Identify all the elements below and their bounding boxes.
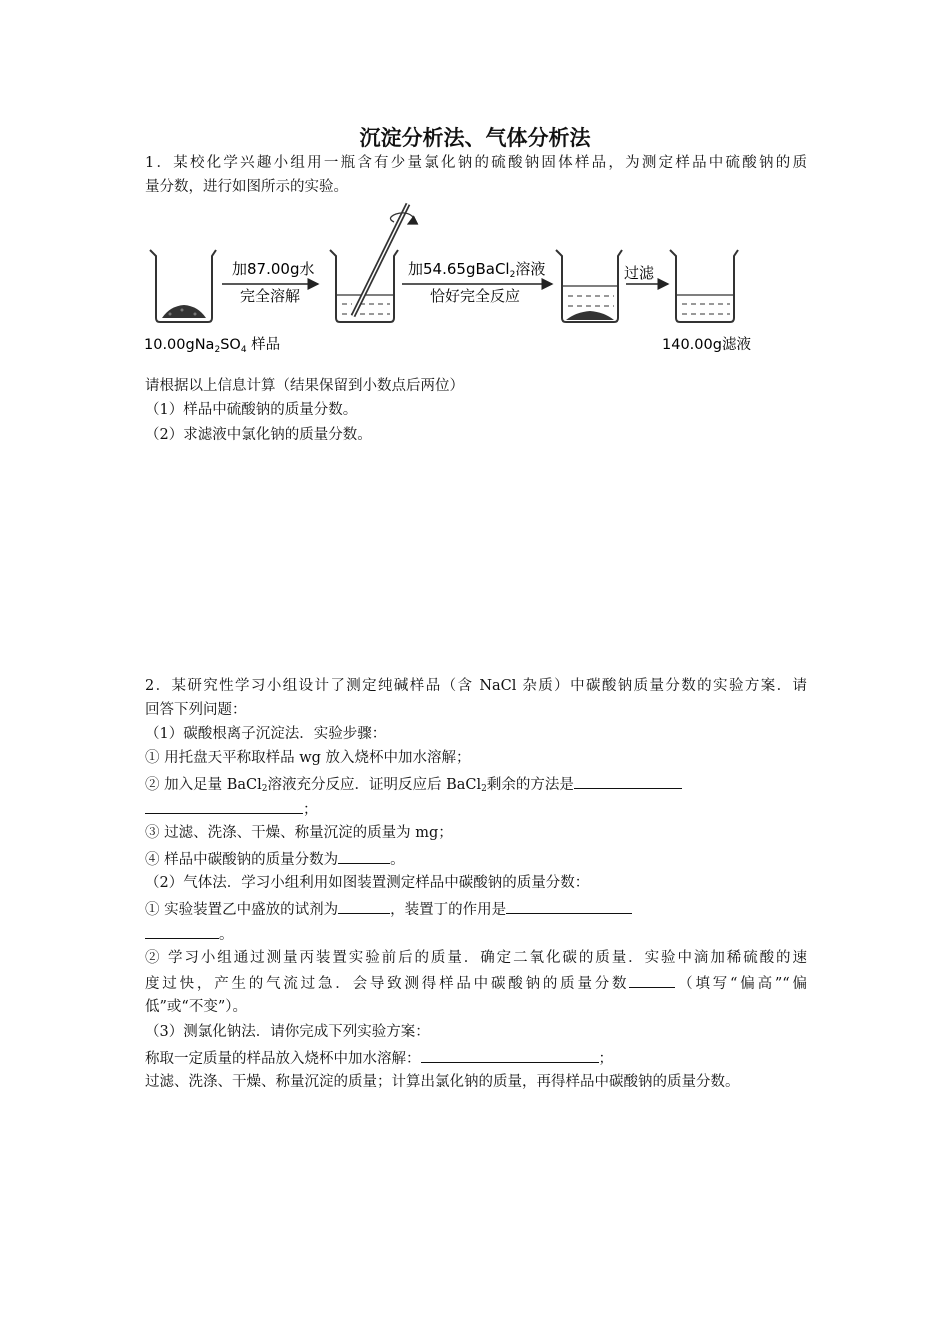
experiment-diagram — [140, 198, 760, 358]
beaker-2 — [330, 250, 398, 322]
step1-bottom-label: 完全溶解 — [240, 287, 301, 305]
q2-part2-heading: （2）气体法．学习小组利用如图装置测定样品中碳酸钠的质量分数： — [145, 875, 590, 891]
step2-top-label: 加54.65gBaCl$_2$溶液 — [408, 260, 546, 280]
answer-blank-2[interactable] — [338, 848, 390, 864]
answer-blank-1-cont[interactable] — [145, 798, 303, 814]
step1-top-label: 加87.00g水 — [232, 260, 315, 278]
step3-label: 过滤 — [624, 264, 655, 282]
filtrate-caption: 140.00g滤液 — [662, 337, 751, 353]
q1-prompt: 请根据以上信息计算（结果保留到小数点后两位） — [145, 378, 464, 394]
q1-stem-line2: 量分数，进行如图所示的实验。 — [145, 179, 348, 195]
answer-blank-3[interactable] — [338, 898, 390, 914]
stirring-rod-icon — [353, 204, 413, 316]
q2-part3-heading: （3）测氯化钠法．请你完成下列实验方案： — [145, 1024, 430, 1040]
step2-bottom-label: 恰好完全反应 — [430, 287, 521, 305]
q2-part3-last: 过滤、洗涤、干燥、称量沉淀的质量；计算出氯化钠的质量，再得样品中碳酸钠的质量分数。 — [145, 1074, 740, 1090]
q2-part1-step3: ③ 过滤、洗涤、干燥、称量沉淀的质量为 mg； — [145, 825, 453, 841]
q2-part1-step2-cont: ； — [145, 798, 318, 820]
q2-part1-step4: ④ 样品中碳酸钠的质量分数为 。 — [145, 848, 405, 870]
q2-part1-step1: ① 用托盘天平称取样品 wg 放入烧杯中加水溶解； — [145, 750, 471, 766]
q2-part2-step1: ① 实验装置乙中盛放的试剂为 ，装置丁的作用是 — [145, 898, 632, 920]
answer-blank-1[interactable] — [574, 773, 682, 789]
q2-stem-line1: 2．某研究性学习小组设计了测定纯碱样品（含 NaCl 杂质）中碳酸钠质量分数的实验方案．请 — [145, 678, 807, 694]
beaker-4 — [670, 250, 738, 322]
q2-part2-step2-line3: 低”或“不变”）。 — [145, 999, 247, 1015]
answer-blank-6[interactable] — [421, 1047, 599, 1063]
q2-part2-step1-cont: 。 — [145, 923, 234, 945]
q2-part1-step2: ② 加入足量 BaCl$_2$溶液充分反应．证明反应后 BaCl$_2$剩余的方法是 — [145, 773, 682, 795]
q1-sub1: （1）样品中硫酸钠的质量分数。 — [145, 402, 358, 418]
beaker-3 — [556, 250, 622, 322]
answer-blank-4-cont[interactable] — [145, 923, 219, 939]
q1-sub2: （2）求滤液中氯化钠的质量分数。 — [145, 427, 372, 443]
beaker-1 — [150, 250, 216, 322]
answer-blank-5[interactable] — [629, 972, 675, 988]
answer-blank-4[interactable] — [506, 898, 632, 914]
q2-stem-line2: 回答下列问题： — [145, 702, 247, 718]
q2-part2-step2-line2: 度过快，产生的气流过急．会导致测得样品中碳酸钠的质量分数 （填写“偏高”“偏 — [145, 972, 807, 994]
q2-part1-heading: （1）碳酸根离子沉淀法．实验步骤： — [145, 726, 387, 742]
sample-caption: $10.00gNa_2SO_4$ 样品 — [144, 337, 281, 355]
page-title: 沉淀分析法、气体分析法 — [359, 126, 591, 150]
q2-part2-step2-line1: ② 学习小组通过测量丙装置实验前后的质量．确定二氧化碳的质量．实验中滴加稀硫酸的速 — [145, 950, 807, 966]
q1-stem-line1: 1．某校化学兴趣小组用一瓶含有少量氯化钠的硫酸钠固体样品，为测定样品中硫酸钠的质 — [145, 155, 807, 171]
q2-part3-text: 称取一定质量的样品放入烧杯中加水溶解： ； — [145, 1047, 613, 1069]
